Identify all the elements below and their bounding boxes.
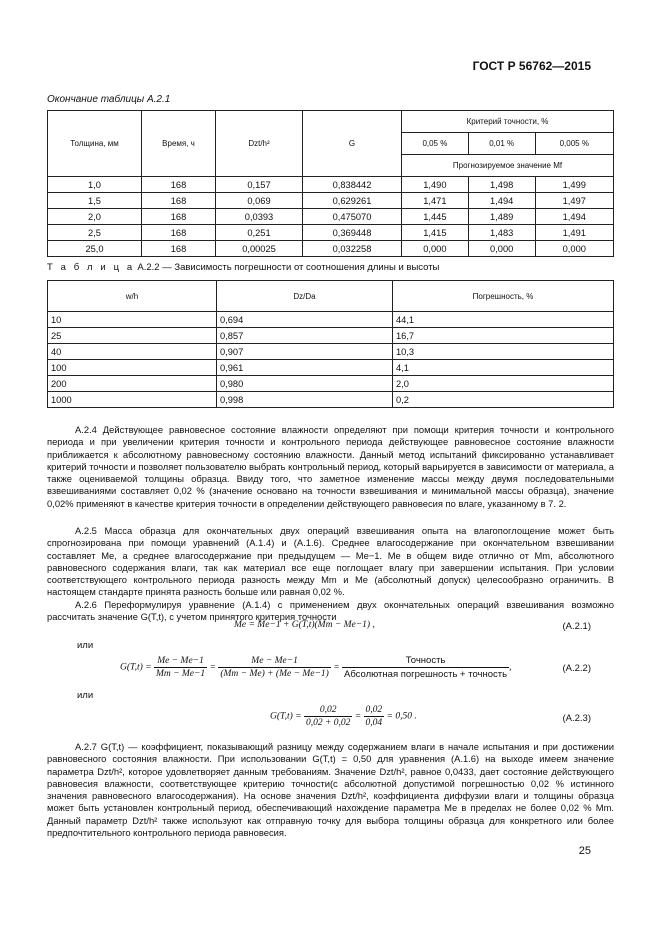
- table-cell: 40: [48, 344, 217, 360]
- table-cell: 0,000: [468, 241, 535, 257]
- col-thickness: Толщина, мм: [48, 111, 142, 177]
- table-row: [48, 392, 614, 408]
- frac3-denominator: Абсолютная погрешность + точность: [344, 669, 508, 680]
- table-cell: 1,483: [468, 225, 535, 241]
- col-error: Погрешность, %: [393, 281, 614, 312]
- equation-a23: G(T,t) = $\frac{0,02}{0,02 + 0,02}$ = $\frac{0,02}{0,04}$ = 0,50 .: [270, 705, 417, 728]
- equation-a22-lhs: G(T,t) =: [120, 662, 152, 673]
- table-cell: 1,0: [48, 177, 142, 193]
- table-cell: 168: [142, 225, 216, 241]
- table1-caption: Окончание таблицы А.2.1: [47, 94, 171, 105]
- table-cell: 2,0: [393, 376, 614, 392]
- table-cell: 16,7: [393, 328, 614, 344]
- table-cell: 0,907: [217, 344, 393, 360]
- col-dzde: Dz/Da: [217, 281, 393, 312]
- table-cell: 1000: [48, 392, 217, 408]
- table-cell: 168: [142, 241, 216, 257]
- document-standard-number: ГОСТ Р 56762—2015: [472, 59, 591, 73]
- table-cell: 0,032258: [303, 241, 402, 257]
- frac-a23-1-numerator: 0,02: [304, 705, 352, 717]
- or-label-2: или: [77, 690, 94, 701]
- table-cell: 200: [48, 376, 217, 392]
- frac2-numerator: Me − Me−1: [218, 656, 330, 668]
- table-row: [48, 312, 614, 328]
- table-row: [48, 193, 614, 209]
- table-cell: 0,00025: [216, 241, 303, 257]
- table-error-ratio: [47, 280, 614, 408]
- frac-a23-1-denominator: 0,02 + 0,02: [305, 718, 351, 728]
- equation-a23-frac1: [304, 705, 352, 728]
- table-cell: 2,0: [48, 209, 142, 225]
- table-row: [48, 177, 614, 193]
- table-cell: 1,415: [402, 225, 469, 241]
- table-cell: 0,694: [217, 312, 393, 328]
- table-cell: 168: [142, 209, 216, 225]
- table2-caption: [47, 262, 439, 273]
- equation-a21: Me = Me−1 + G(T,t)(Mm − Me−1) ,: [234, 620, 375, 630]
- table-cell: 10,3: [393, 344, 614, 360]
- table-cell: 0,838442: [303, 177, 402, 193]
- table-cell: 1,497: [535, 193, 613, 209]
- table-cell: 0,475070: [303, 209, 402, 225]
- table-cell: 25: [48, 328, 217, 344]
- table-cell: 0,2: [393, 392, 614, 408]
- table-cell: 1,491: [535, 225, 613, 241]
- table-row: [48, 209, 614, 225]
- table-cell: 168: [142, 193, 216, 209]
- table1-body: [48, 177, 614, 257]
- table-cell: 0,0393: [216, 209, 303, 225]
- table-cell: 0,251: [216, 225, 303, 241]
- section-a25-a26: [47, 525, 614, 623]
- col-wh: w/h: [48, 281, 217, 312]
- col-predicted: Прогнозируемое значение Mf: [402, 155, 614, 177]
- table-cell: 1,499: [535, 177, 613, 193]
- equation-a22-number: (А.2.2): [562, 663, 591, 674]
- col-g: G: [303, 111, 402, 177]
- table-cell: 1,445: [402, 209, 469, 225]
- equation-a22-frac2: [218, 656, 330, 679]
- table-cell: 0,369448: [303, 225, 402, 241]
- table-cell: 0,000: [535, 241, 613, 257]
- frac1-numerator: Me − Me−1: [154, 656, 207, 668]
- col-criterion: Критерий точности, %: [402, 111, 614, 133]
- table-cell: 1,489: [468, 209, 535, 225]
- table-cell: 0,857: [217, 328, 393, 344]
- table-row: [48, 225, 614, 241]
- frac2-denominator: (Mm − Me) + (Me − Me−1): [220, 669, 329, 679]
- paragraph-a27: А.2.7 G(T,t) — коэффициент, показывающий разницу между содержанием влаги в начале испытания и при достижении равновесного состояния влажности. При использовании G(T,t) = 0,50 для уравнения (А.1.6) на выходе имеем значение параметра Dzt/h², которое удовлетворяет данным требованиям. Значение Dzt/h², равное 0,0433, дает состояние действующего равновесия влажности, соответствующее критерию точности(с абсолютной допустимой погрешностью 0,02 % истинного значения равновесного влагосодержания). На основе значения Dzt/h², коэффициента диффузии влаги и толщины образца может быть установлен контрольный период, обеспечивающий нахождение параметра Me в пределах не более 0,02 % Mm. Данный параметр Dzt/h² также используют как отправную точку для выбора толщины образца для конкретного или более предпочтительного контрольного периода равновесия.: [47, 741, 614, 839]
- table2-caption-prefix: Т а б л и ц а: [47, 262, 135, 273]
- table-cell: 0,961: [217, 360, 393, 376]
- table-row: [48, 328, 614, 344]
- or-label-1: или: [77, 640, 94, 651]
- frac1-denominator: Mm − Me−1: [155, 669, 206, 679]
- table-cell: 2,5: [48, 225, 142, 241]
- page-number: 25: [578, 845, 591, 857]
- table-cell: 1,494: [535, 209, 613, 225]
- equation-a22-frac1: [154, 656, 207, 679]
- table2-body: [48, 312, 614, 408]
- table-row: [48, 241, 614, 257]
- equation-a22-frac3: [342, 655, 509, 680]
- table-cell: 4,1: [393, 360, 614, 376]
- table-cell: 1,498: [468, 177, 535, 193]
- table-row: [48, 360, 614, 376]
- table-cell: 1,494: [468, 193, 535, 209]
- table2-caption-text: А.2.2 — Зависимость погрешности от соотношения длины и высоты: [137, 262, 440, 273]
- table-cell: 0,157: [216, 177, 303, 193]
- table-cell: 1,490: [402, 177, 469, 193]
- table-cell: 25,0: [48, 241, 142, 257]
- table-cell: 0,000: [402, 241, 469, 257]
- table-cell: 10: [48, 312, 217, 328]
- col-crit-0005: 0,005 %: [535, 133, 613, 155]
- table-cell: 0,998: [217, 392, 393, 408]
- section-a24: [47, 424, 614, 510]
- section-a27: [47, 741, 614, 839]
- col-time: Время, ч: [142, 111, 216, 177]
- equation-a23-lhs: G(T,t) =: [270, 711, 302, 722]
- paragraph-a25: А.2.5 Масса образца для окончательных двух операций взвешивания опыта на влагопоглощение может быть спрогнозирована при помощи уравнений (А.1.4) и (А.1.6). Среднее влагосодержание при окончательном взвешивании составляет Me, а среднее влагосодержание при предыдущем — Me−1. Me в общем виде отлично от Mm, абсолютного равновесного содержания влаги, так как материал все еще поглощает влагу при завершении испытания. При условии соответствующего контрольного периода разность между Mm и Me (абсолютный допуск) целесообразно ограничить. В настоящем стандарте принята разность больше или равная 0,02 %.: [47, 525, 614, 598]
- table-cell: 0,980: [217, 376, 393, 392]
- table-cell: 1,5: [48, 193, 142, 209]
- equation-a23-frac2: [364, 705, 385, 728]
- paragraph-a24: А.2.4 Действующее равновесное состояние влажности определяют при помощи критерия точности и контрольного периода и при увеличении критерия точности и контрольного периода действующее равновесное состояние влажности приближается к абсолютному равновесному состоянию влажности. Данный метод испытаний фиксированно устанавливает критерий точности и позволяет пользователю выбрать контрольный период, который варьируется в зависимости от материала, а также оцениваемой толщины образца. Ввиду того, что заметное изменение массы между двумя последовательными взвешиваниями составляет 0,02 % (значение основано на точности взвешивания и минимальной массы образца), значение 0,02% применяют в качестве критерия точности в определении действующего равновесия по влаге, указанному в 7. 2.: [47, 424, 615, 509]
- paragraph-a26: А.2.6 Переформулируя уравнение (А.1.4) с применением двух окончательных операций взвешивания возможно рассчитать значение G(T,t), с учетом принятого критерия точности: [47, 598, 614, 623]
- col-dz: Dzt/h²: [216, 111, 303, 177]
- frac3-numerator: Точность: [342, 655, 509, 668]
- table-cell: 0,069: [216, 193, 303, 209]
- frac-a23-2-numerator: 0,02: [365, 705, 383, 715]
- frac-a23-2-denominator: 0,04: [365, 718, 383, 728]
- equation-a23-number: (А.2.3): [562, 713, 591, 724]
- table-row: [48, 376, 614, 392]
- table-cell: 0,629261: [303, 193, 402, 209]
- col-crit-005: 0,05 %: [402, 133, 469, 155]
- table-cell: 44,1: [393, 312, 614, 328]
- table-row: [48, 344, 614, 360]
- table-accuracy: [47, 110, 614, 257]
- table-cell: 1,471: [402, 193, 469, 209]
- table-cell: 100: [48, 360, 217, 376]
- col-crit-001: 0,01 %: [468, 133, 535, 155]
- equation-a23-result: = 0,50 .: [386, 711, 417, 722]
- equation-a21-number: (А.2.1): [562, 621, 591, 632]
- equation-a22: G(T,t) = $\frac{Me - Me-1}{Mm - Me-1}$ = $\frac{Me - Me-1}{(Mm - Me) + (Me - Me-1)}$ = $\frac{\text{Точность}}{\text{Абсолютная погрешность + точность}}$ ,: [120, 655, 512, 680]
- table-cell: 168: [142, 177, 216, 193]
